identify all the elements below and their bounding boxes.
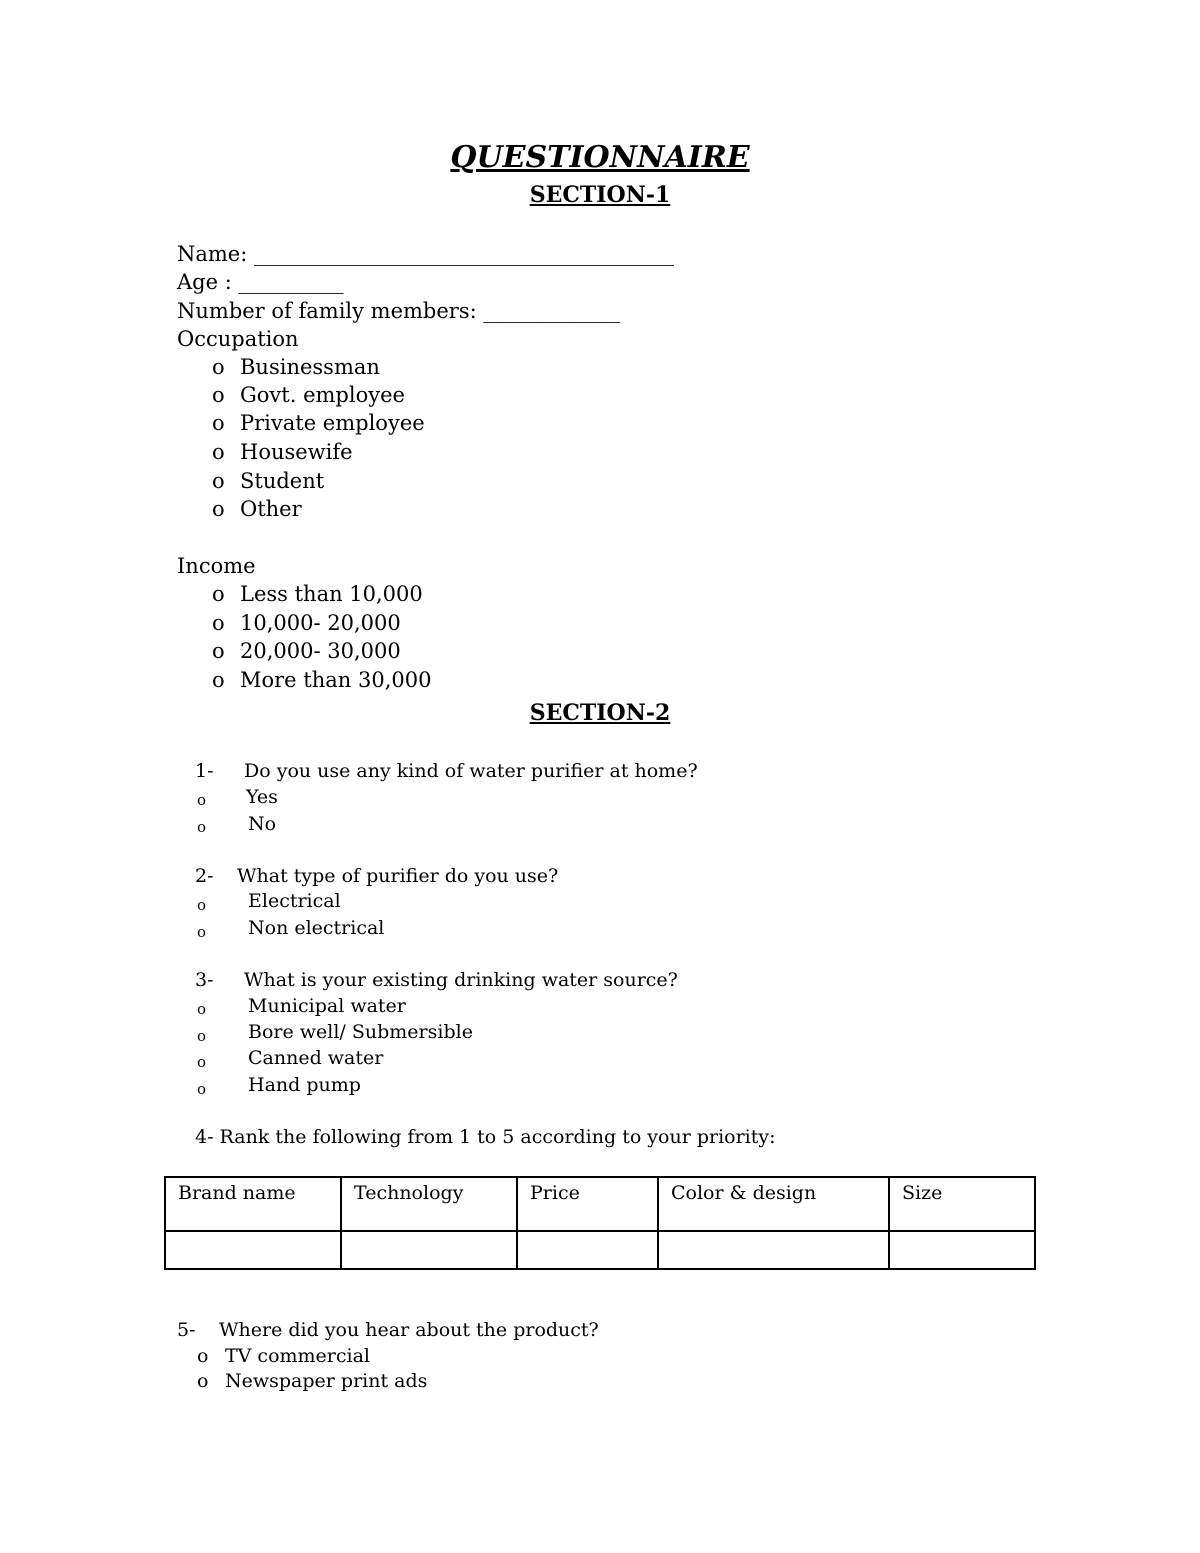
- occupation-option[interactable]: o Govt. employee: [212, 383, 405, 407]
- question-3-text: What is your existing drinking water source?: [244, 969, 678, 991]
- bullet-icon: o: [197, 1053, 207, 1071]
- rank-column-header: Size: [889, 1177, 1035, 1231]
- question-4-text: 4- Rank the following from 1 to 5 according to your priority:: [195, 1126, 776, 1148]
- income-label: Income: [177, 554, 256, 578]
- bullet-icon: o: [212, 668, 225, 692]
- bullet-icon: o: [197, 791, 207, 809]
- bullet-icon: o: [212, 611, 225, 635]
- section-2-heading: SECTION-2: [529, 700, 671, 726]
- q1-option-yes[interactable]: Yes: [246, 786, 278, 808]
- bullet-icon: o: [197, 1370, 209, 1392]
- rank-input-cell[interactable]: [658, 1231, 889, 1269]
- occupation-option[interactable]: o Student: [212, 469, 325, 493]
- bullet-icon: o: [197, 1000, 207, 1018]
- rank-table: [164, 1176, 1036, 1270]
- occupation-option[interactable]: o Private employee: [212, 411, 425, 435]
- bullet-icon: o: [212, 639, 225, 663]
- q5-option[interactable]: o TV commercial: [197, 1345, 370, 1367]
- question-5-number: 5-: [177, 1319, 196, 1341]
- bullet-icon: o: [197, 923, 207, 941]
- q1-option-no[interactable]: No: [248, 813, 277, 835]
- bullet-icon: o: [197, 1080, 207, 1098]
- q3-option[interactable]: Canned water: [248, 1047, 384, 1069]
- q2-option[interactable]: Electrical: [248, 890, 341, 912]
- bullet-icon: o: [197, 896, 207, 914]
- income-option[interactable]: o Less than 10,000: [212, 582, 423, 606]
- income-option[interactable]: o 10,000- 20,000: [212, 611, 401, 635]
- bullet-icon: o: [212, 383, 225, 407]
- question-2-number: 2-: [195, 865, 214, 887]
- rank-column-header: Price: [517, 1177, 658, 1231]
- q2-option[interactable]: Non electrical: [248, 917, 385, 939]
- bullet-icon: o: [212, 582, 225, 606]
- question-1-number: 1-: [195, 760, 214, 782]
- bullet-icon: o: [212, 440, 225, 464]
- rank-input-cell[interactable]: [517, 1231, 658, 1269]
- name-field[interactable]: Name: ________________________________________: [177, 242, 674, 266]
- occupation-option[interactable]: o Other: [212, 497, 302, 521]
- income-option[interactable]: o 20,000- 30,000: [212, 639, 401, 663]
- question-3-number: 3-: [195, 969, 214, 991]
- bullet-icon: o: [197, 1345, 209, 1367]
- family-members-field[interactable]: Number of family members: _____________: [177, 299, 620, 323]
- rank-table-header-row: [165, 1177, 1035, 1231]
- rank-column-header: Technology: [341, 1177, 517, 1231]
- question-1-text: Do you use any kind of water purifier at home?: [244, 760, 698, 782]
- question-2-text: What type of purifier do you use?: [237, 865, 559, 887]
- rank-column-header: Color & design: [658, 1177, 889, 1231]
- occupation-option[interactable]: o Housewife: [212, 440, 353, 464]
- question-5-text: Where did you hear about the product?: [219, 1319, 599, 1341]
- bullet-icon: o: [197, 1027, 207, 1045]
- q3-option[interactable]: Municipal water: [248, 995, 406, 1017]
- q3-option[interactable]: Hand pump: [248, 1074, 361, 1096]
- rank-column-header: Brand name: [165, 1177, 341, 1231]
- q3-option[interactable]: Bore well/ Submersible: [248, 1021, 473, 1043]
- bullet-icon: o: [197, 818, 207, 836]
- bullet-icon: o: [212, 355, 225, 379]
- bullet-icon: o: [212, 469, 225, 493]
- rank-input-cell[interactable]: [165, 1231, 341, 1269]
- section-1-heading: SECTION-1: [529, 182, 671, 208]
- occupation-label: Occupation: [177, 327, 299, 351]
- rank-table-input-row: [165, 1231, 1035, 1269]
- rank-input-cell[interactable]: [889, 1231, 1035, 1269]
- occupation-option[interactable]: o Businessman: [212, 355, 380, 379]
- document-title: QUESTIONNAIRE: [450, 140, 750, 175]
- rank-input-cell[interactable]: [341, 1231, 517, 1269]
- bullet-icon: o: [212, 411, 225, 435]
- bullet-icon: o: [212, 497, 225, 521]
- income-option[interactable]: o More than 30,000: [212, 668, 432, 692]
- q5-option[interactable]: o Newspaper print ads: [197, 1370, 428, 1392]
- age-field[interactable]: Age : __________: [177, 270, 344, 294]
